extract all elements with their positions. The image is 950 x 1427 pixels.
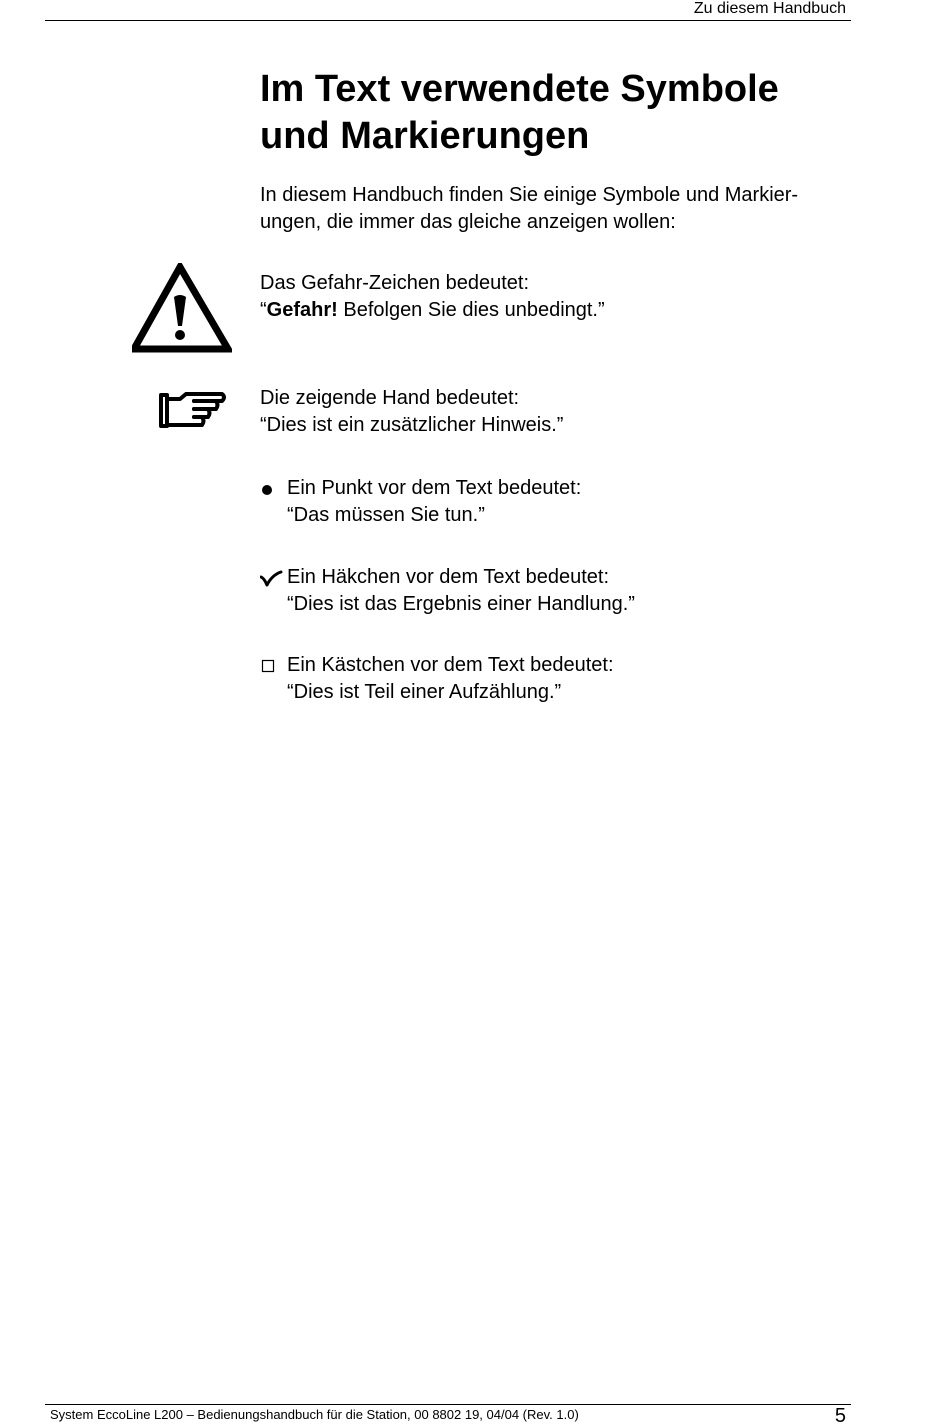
warning-triangle-icon: [132, 263, 232, 353]
bullet-dot-icon: [260, 475, 284, 502]
page-title-line-2: und Markierungen: [260, 115, 590, 157]
dot-line-2: “Das müssen Sie tun.”: [287, 504, 485, 526]
footer-rule: [45, 1404, 851, 1405]
danger-open-quote: “: [260, 299, 267, 321]
page-title: [260, 66, 860, 160]
intro-paragraph: [260, 182, 860, 236]
intro-line-2: ungen, die immer das gleiche anzeigen wollen:: [260, 211, 676, 233]
pointing-hand-icon: [158, 391, 228, 429]
danger-bold-word: Gefahr!: [266, 299, 338, 321]
header-rule: [45, 20, 851, 21]
footer-text: System EccoLine L200 – Bedienungshandbuch für die Station, 00 8802 19, 04/04 (Rev. 1.0): [50, 1407, 579, 1422]
intro-line-1: In diesem Handbuch finden Sie einige Symbole und Markier-: [260, 184, 799, 206]
box-line-2: “Dies ist Teil einer Aufzählung.”: [287, 681, 562, 703]
running-header: Zu diesem Handbuch: [693, 0, 846, 17]
danger-line-1: Das Gefahr-Zeichen bedeutet:: [260, 272, 530, 294]
box-description: [260, 652, 860, 706]
check-line-1: Ein Häkchen vor dem Text bedeutet:: [287, 566, 610, 588]
danger-line-2: [260, 297, 860, 324]
check-line-2: “Dies ist das Ergebnis einer Handlung.”: [287, 593, 635, 615]
hand-description: [260, 385, 860, 439]
danger-rest: Befolgen Sie dies unbedingt.”: [337, 299, 605, 321]
page-number: 5: [834, 1405, 846, 1427]
hand-line-2: “Dies ist ein zusätzlicher Hinweis.”: [260, 414, 564, 436]
page-title-line-1: Im Text verwendete Symbole: [260, 68, 779, 110]
box-line-1: Ein Kästchen vor dem Text bedeutet:: [287, 654, 614, 676]
check-description: [260, 564, 860, 618]
checkmark-icon: [260, 564, 284, 591]
dot-description: [260, 475, 860, 529]
dot-line-1: Ein Punkt vor dem Text bedeutet:: [287, 477, 582, 499]
hand-line-1: Die zeigende Hand bedeutet:: [260, 387, 520, 409]
empty-box-icon: [260, 652, 284, 679]
danger-description: [260, 270, 860, 324]
